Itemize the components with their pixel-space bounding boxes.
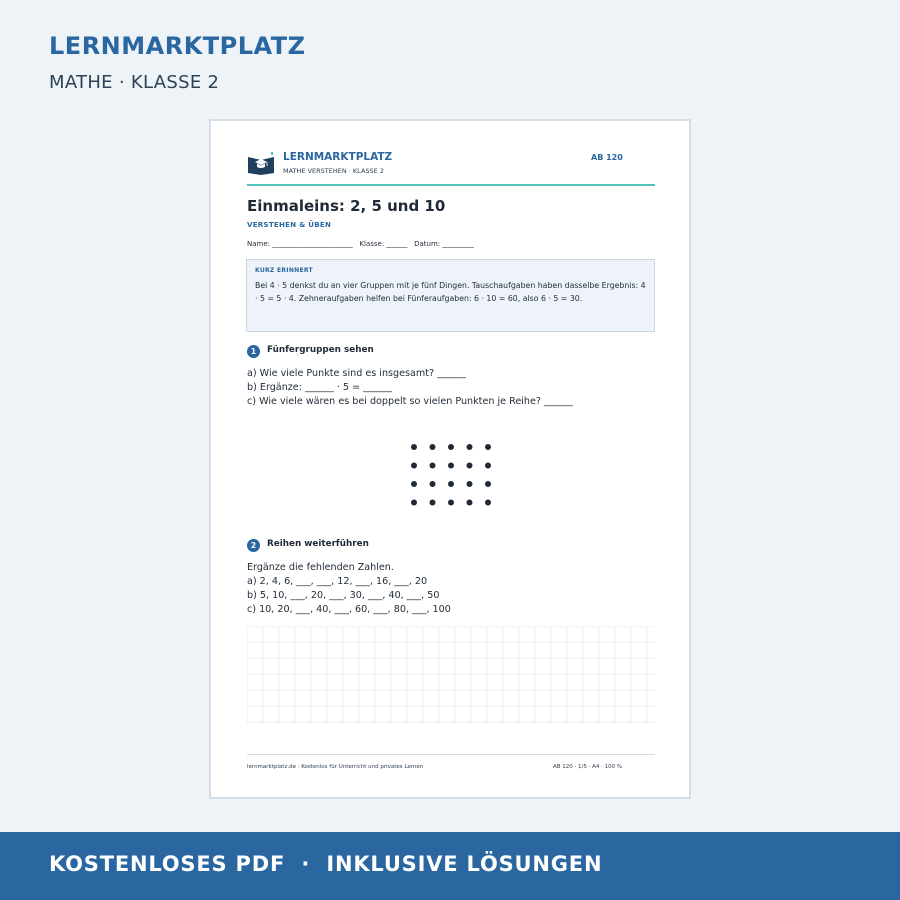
dot bbox=[430, 481, 436, 487]
reminder-text: Bei 4 · 5 denkst du an vier Gruppen mit je fünf Dingen. Tauschaufgaben haben dasselbe Ergebnis: 4 · 5 = 5 · 4. Zehneraufgaben helfen bei Fünferaufgaben: 6 · 10 = 60, also 6 · 5 = 30. bbox=[255, 281, 646, 303]
task-title: Fünfergruppen sehen bbox=[267, 345, 374, 355]
dot bbox=[448, 481, 454, 487]
dot bbox=[467, 463, 473, 469]
dot bbox=[485, 444, 491, 450]
header-divider bbox=[247, 184, 655, 186]
dot bbox=[448, 463, 454, 469]
worksheet-title: Einmaleins: 2, 5 und 10 bbox=[247, 197, 446, 215]
sheet-brand: LERNMARKTPLATZ bbox=[283, 151, 393, 163]
dot bbox=[448, 500, 454, 506]
dot bbox=[467, 500, 473, 506]
reminder-box bbox=[246, 259, 655, 332]
footer-right: AB 120 · 1/5 · A4 · 100 % bbox=[553, 764, 623, 770]
dot bbox=[467, 481, 473, 487]
task-question: a) Wie viele Punkte sind es insgesamt? ______ bbox=[247, 368, 466, 379]
task-title: Reihen weiterführen bbox=[267, 539, 369, 549]
dot bbox=[485, 463, 491, 469]
brand-title: LERNMARKTPLATZ bbox=[49, 32, 306, 60]
dot bbox=[430, 444, 436, 450]
brand-subtitle: MATHE · KLASSE 2 bbox=[49, 72, 220, 93]
name-class-date-fields: Name: _______________________ Klasse: ______ Datum: _________ bbox=[247, 240, 474, 248]
worksheet-kicker: VERSTEHEN & ÜBEN bbox=[247, 221, 332, 229]
worksheet-code: AB 120 bbox=[591, 153, 623, 162]
task-number-badge: 1 bbox=[247, 345, 260, 358]
dot bbox=[467, 444, 473, 450]
task-instruction: Ergänze die fehlenden Zahlen. bbox=[247, 562, 394, 573]
task-question: b) 5, 10, ___, 20, ___, 30, ___, 40, ___, 50 bbox=[247, 590, 440, 601]
promo-banner bbox=[0, 832, 900, 900]
dot bbox=[448, 444, 454, 450]
banner-text: KOSTENLOSES PDF · INKLUSIVE LÖSUNGEN bbox=[49, 852, 603, 876]
task-question: c) 10, 20, ___, 40, ___, 60, ___, 80, ___, 100 bbox=[247, 604, 451, 615]
dot-grid bbox=[406, 441, 496, 511]
worksheet-preview bbox=[209, 119, 691, 799]
dot bbox=[411, 463, 417, 469]
dot bbox=[411, 481, 417, 487]
task-question: b) Ergänze: ______ · 5 = ______ bbox=[247, 382, 392, 393]
footer-left: lernmarktplatz.de · Kostenlos für Unterricht und privates Lernen bbox=[247, 764, 424, 770]
dot bbox=[485, 481, 491, 487]
reminder-heading: KURZ ERINNERT bbox=[255, 267, 313, 274]
answer-grid bbox=[247, 626, 655, 723]
task-question: a) 2, 4, 6, ___, ___, 12, ___, 16, ___, 20 bbox=[247, 576, 428, 587]
dot bbox=[411, 444, 417, 450]
footer-divider bbox=[247, 754, 655, 755]
dot bbox=[411, 500, 417, 506]
dot bbox=[485, 500, 491, 506]
task-number-badge: 2 bbox=[247, 539, 260, 552]
task-question: c) Wie viele wären es bei doppelt so vielen Punkten je Reihe? ______ bbox=[247, 396, 573, 407]
sheet-brand-subtitle: MATHE VERSTEHEN · KLASSE 2 bbox=[283, 167, 384, 175]
graduation-book-logo-icon bbox=[247, 151, 275, 175]
dot bbox=[430, 463, 436, 469]
dot bbox=[430, 500, 436, 506]
